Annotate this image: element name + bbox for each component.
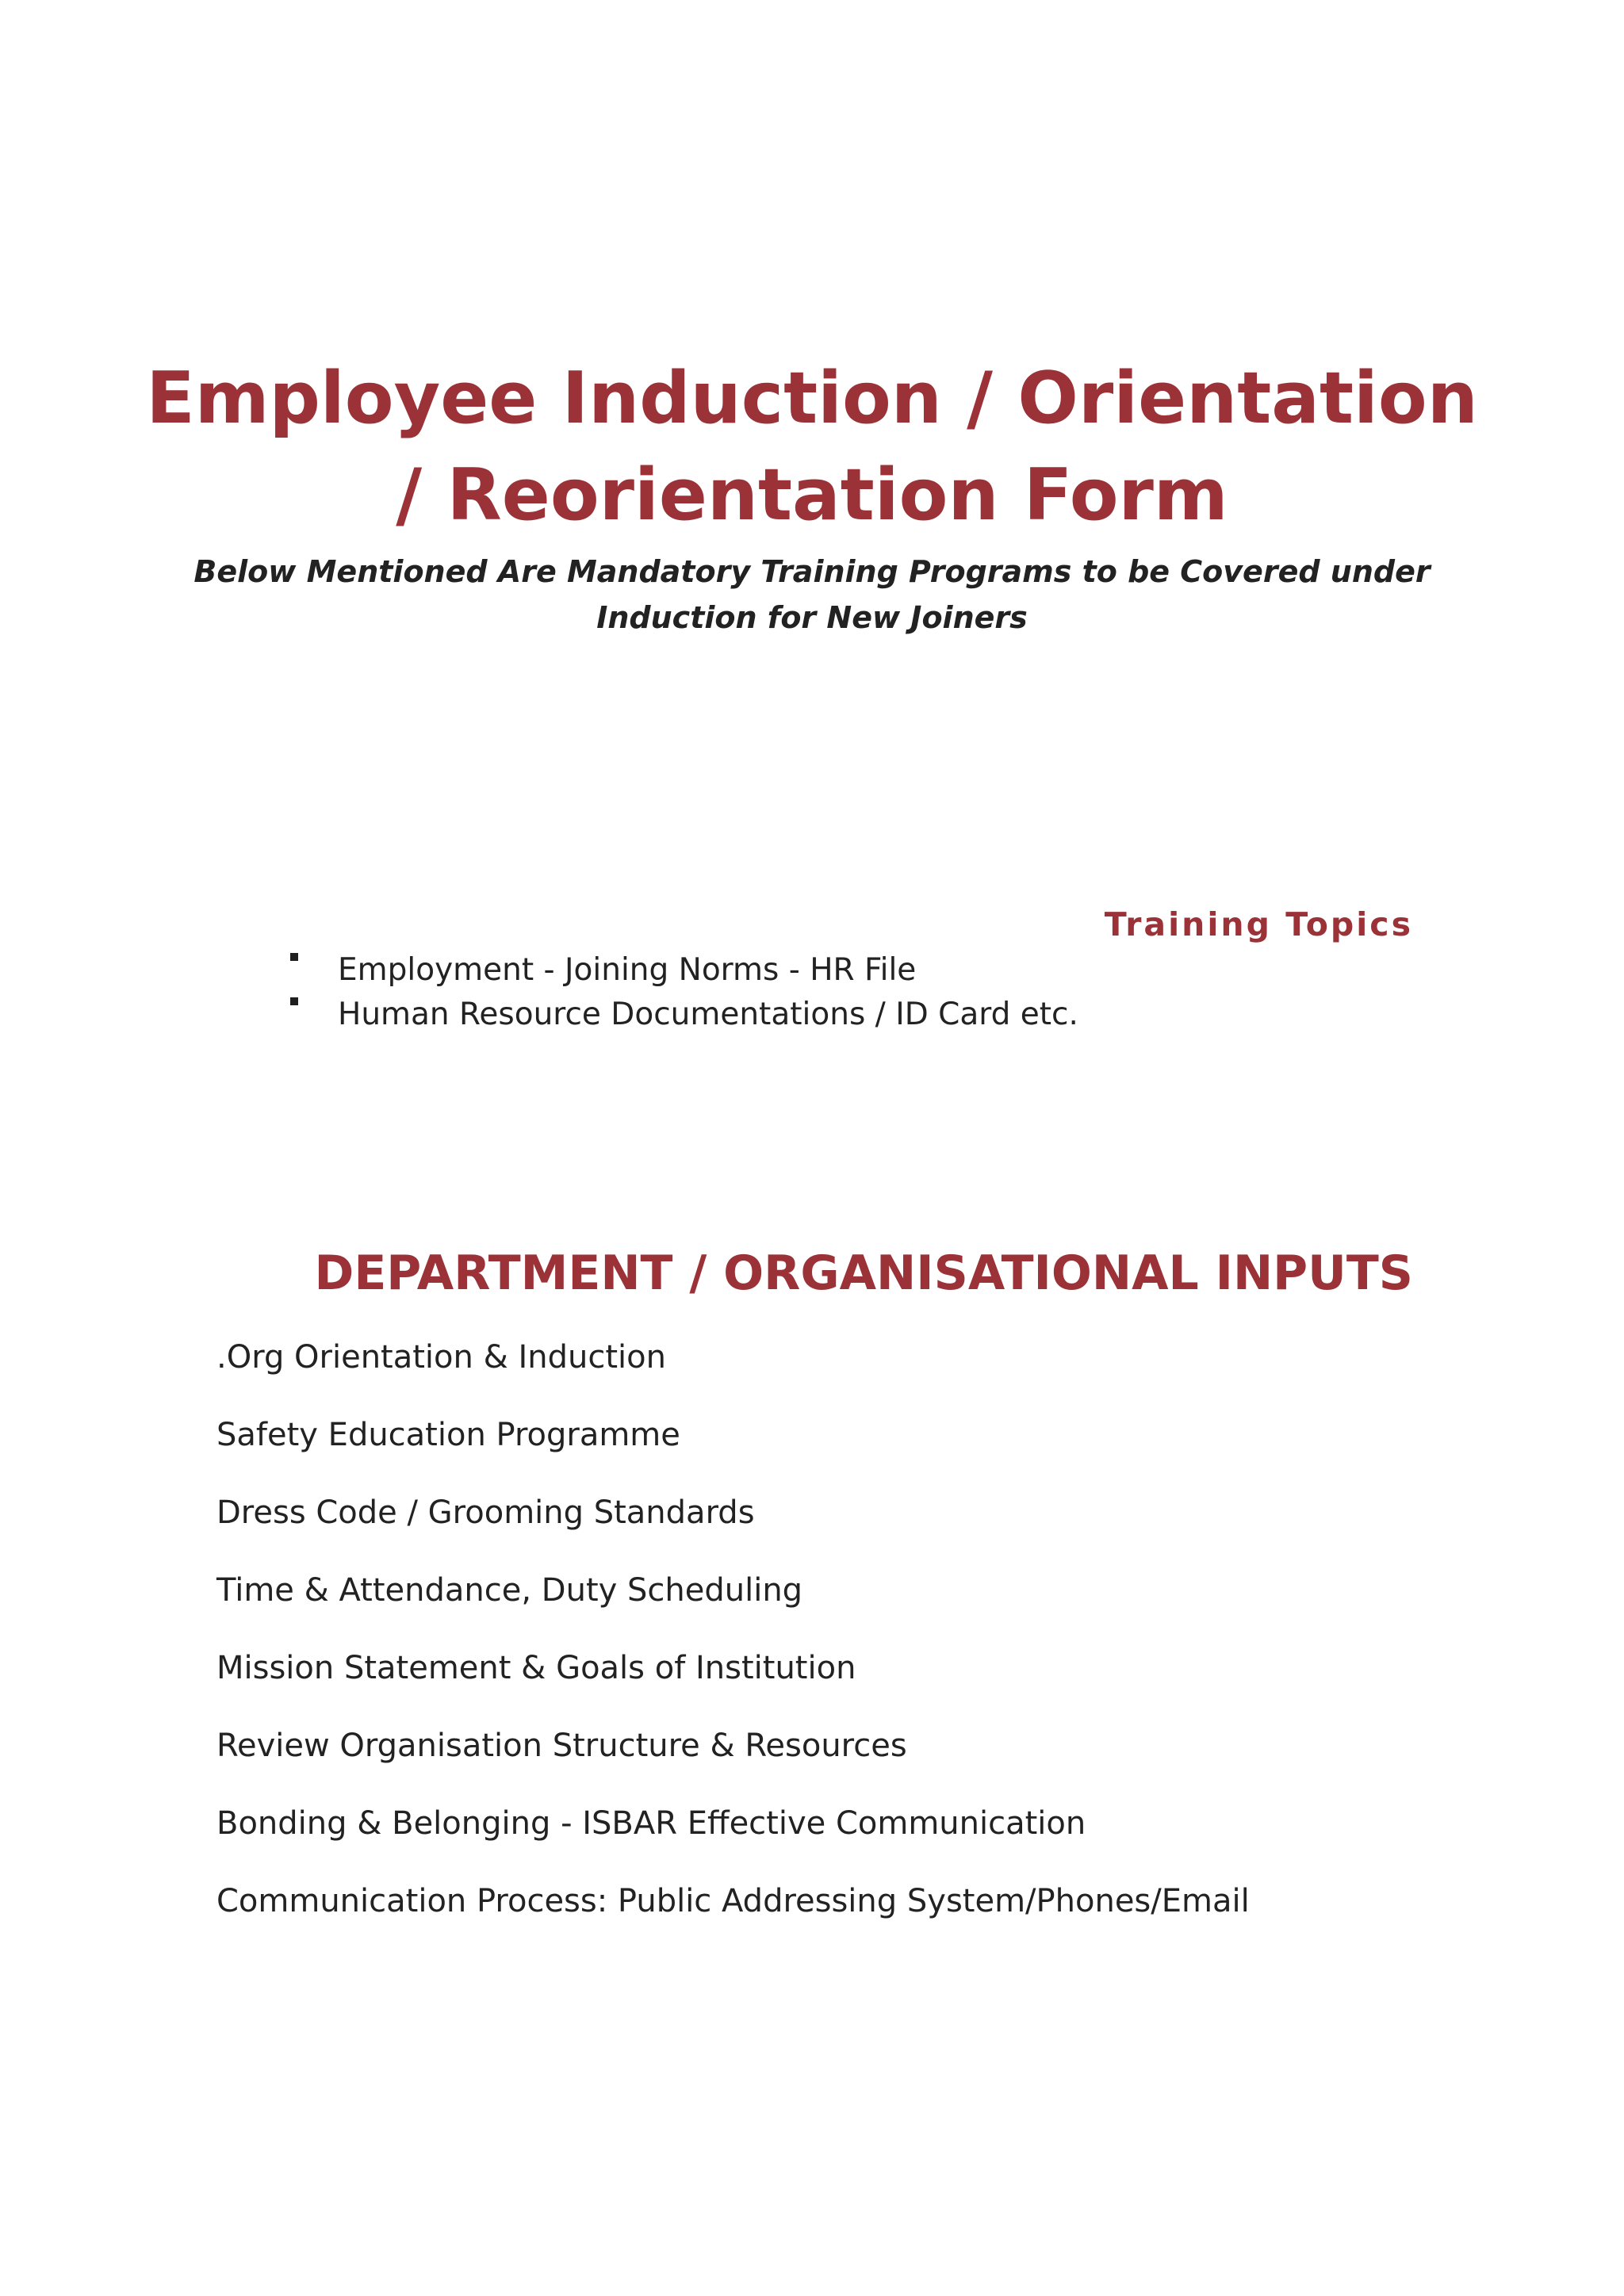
page-subtitle-line-1: Below Mentioned Are Mandatory Training Programs to be Covered under bbox=[193, 554, 1431, 589]
page-title bbox=[0, 350, 1624, 544]
page-subtitle-line-2: Induction for New Joiners bbox=[596, 600, 1028, 635]
list-item bbox=[285, 993, 1078, 1037]
department-inputs-list bbox=[216, 1335, 1250, 1957]
list-item bbox=[285, 948, 1078, 993]
list-item: Safety Education Programme bbox=[216, 1417, 680, 1453]
list-item-label: Human Resource Documentations / ID Card etc. bbox=[338, 997, 1078, 1032]
list-item: Review Organisation Structure & Resources bbox=[216, 1728, 907, 1764]
training-topics-heading: Training Topics bbox=[1104, 905, 1413, 943]
list-item: .Org Orientation & Induction bbox=[216, 1339, 666, 1376]
square-bullet-icon bbox=[290, 997, 298, 1005]
list-item-label: Employment - Joining Norms - HR File bbox=[338, 952, 917, 988]
list-item: Time & Attendance, Duty Scheduling bbox=[216, 1572, 803, 1609]
list-item: Communication Process: Public Addressing System/Phones/Email bbox=[216, 1883, 1250, 1919]
page-title-line-1: Employee Induction / Orientation bbox=[146, 357, 1478, 440]
list-item: Mission Statement & Goals of Institution bbox=[216, 1650, 856, 1686]
department-inputs-heading: DEPARTMENT / ORGANISATIONAL INPUTS bbox=[314, 1246, 1413, 1301]
square-bullet-icon bbox=[290, 953, 298, 961]
page-subtitle bbox=[0, 549, 1624, 641]
page-title-line-2: / Reorientation Form bbox=[396, 453, 1228, 537]
list-item: Bonding & Belonging - ISBAR Effective Communication bbox=[216, 1805, 1086, 1842]
training-topics-list bbox=[285, 948, 1078, 1037]
list-item: Dress Code / Grooming Standards bbox=[216, 1494, 755, 1531]
